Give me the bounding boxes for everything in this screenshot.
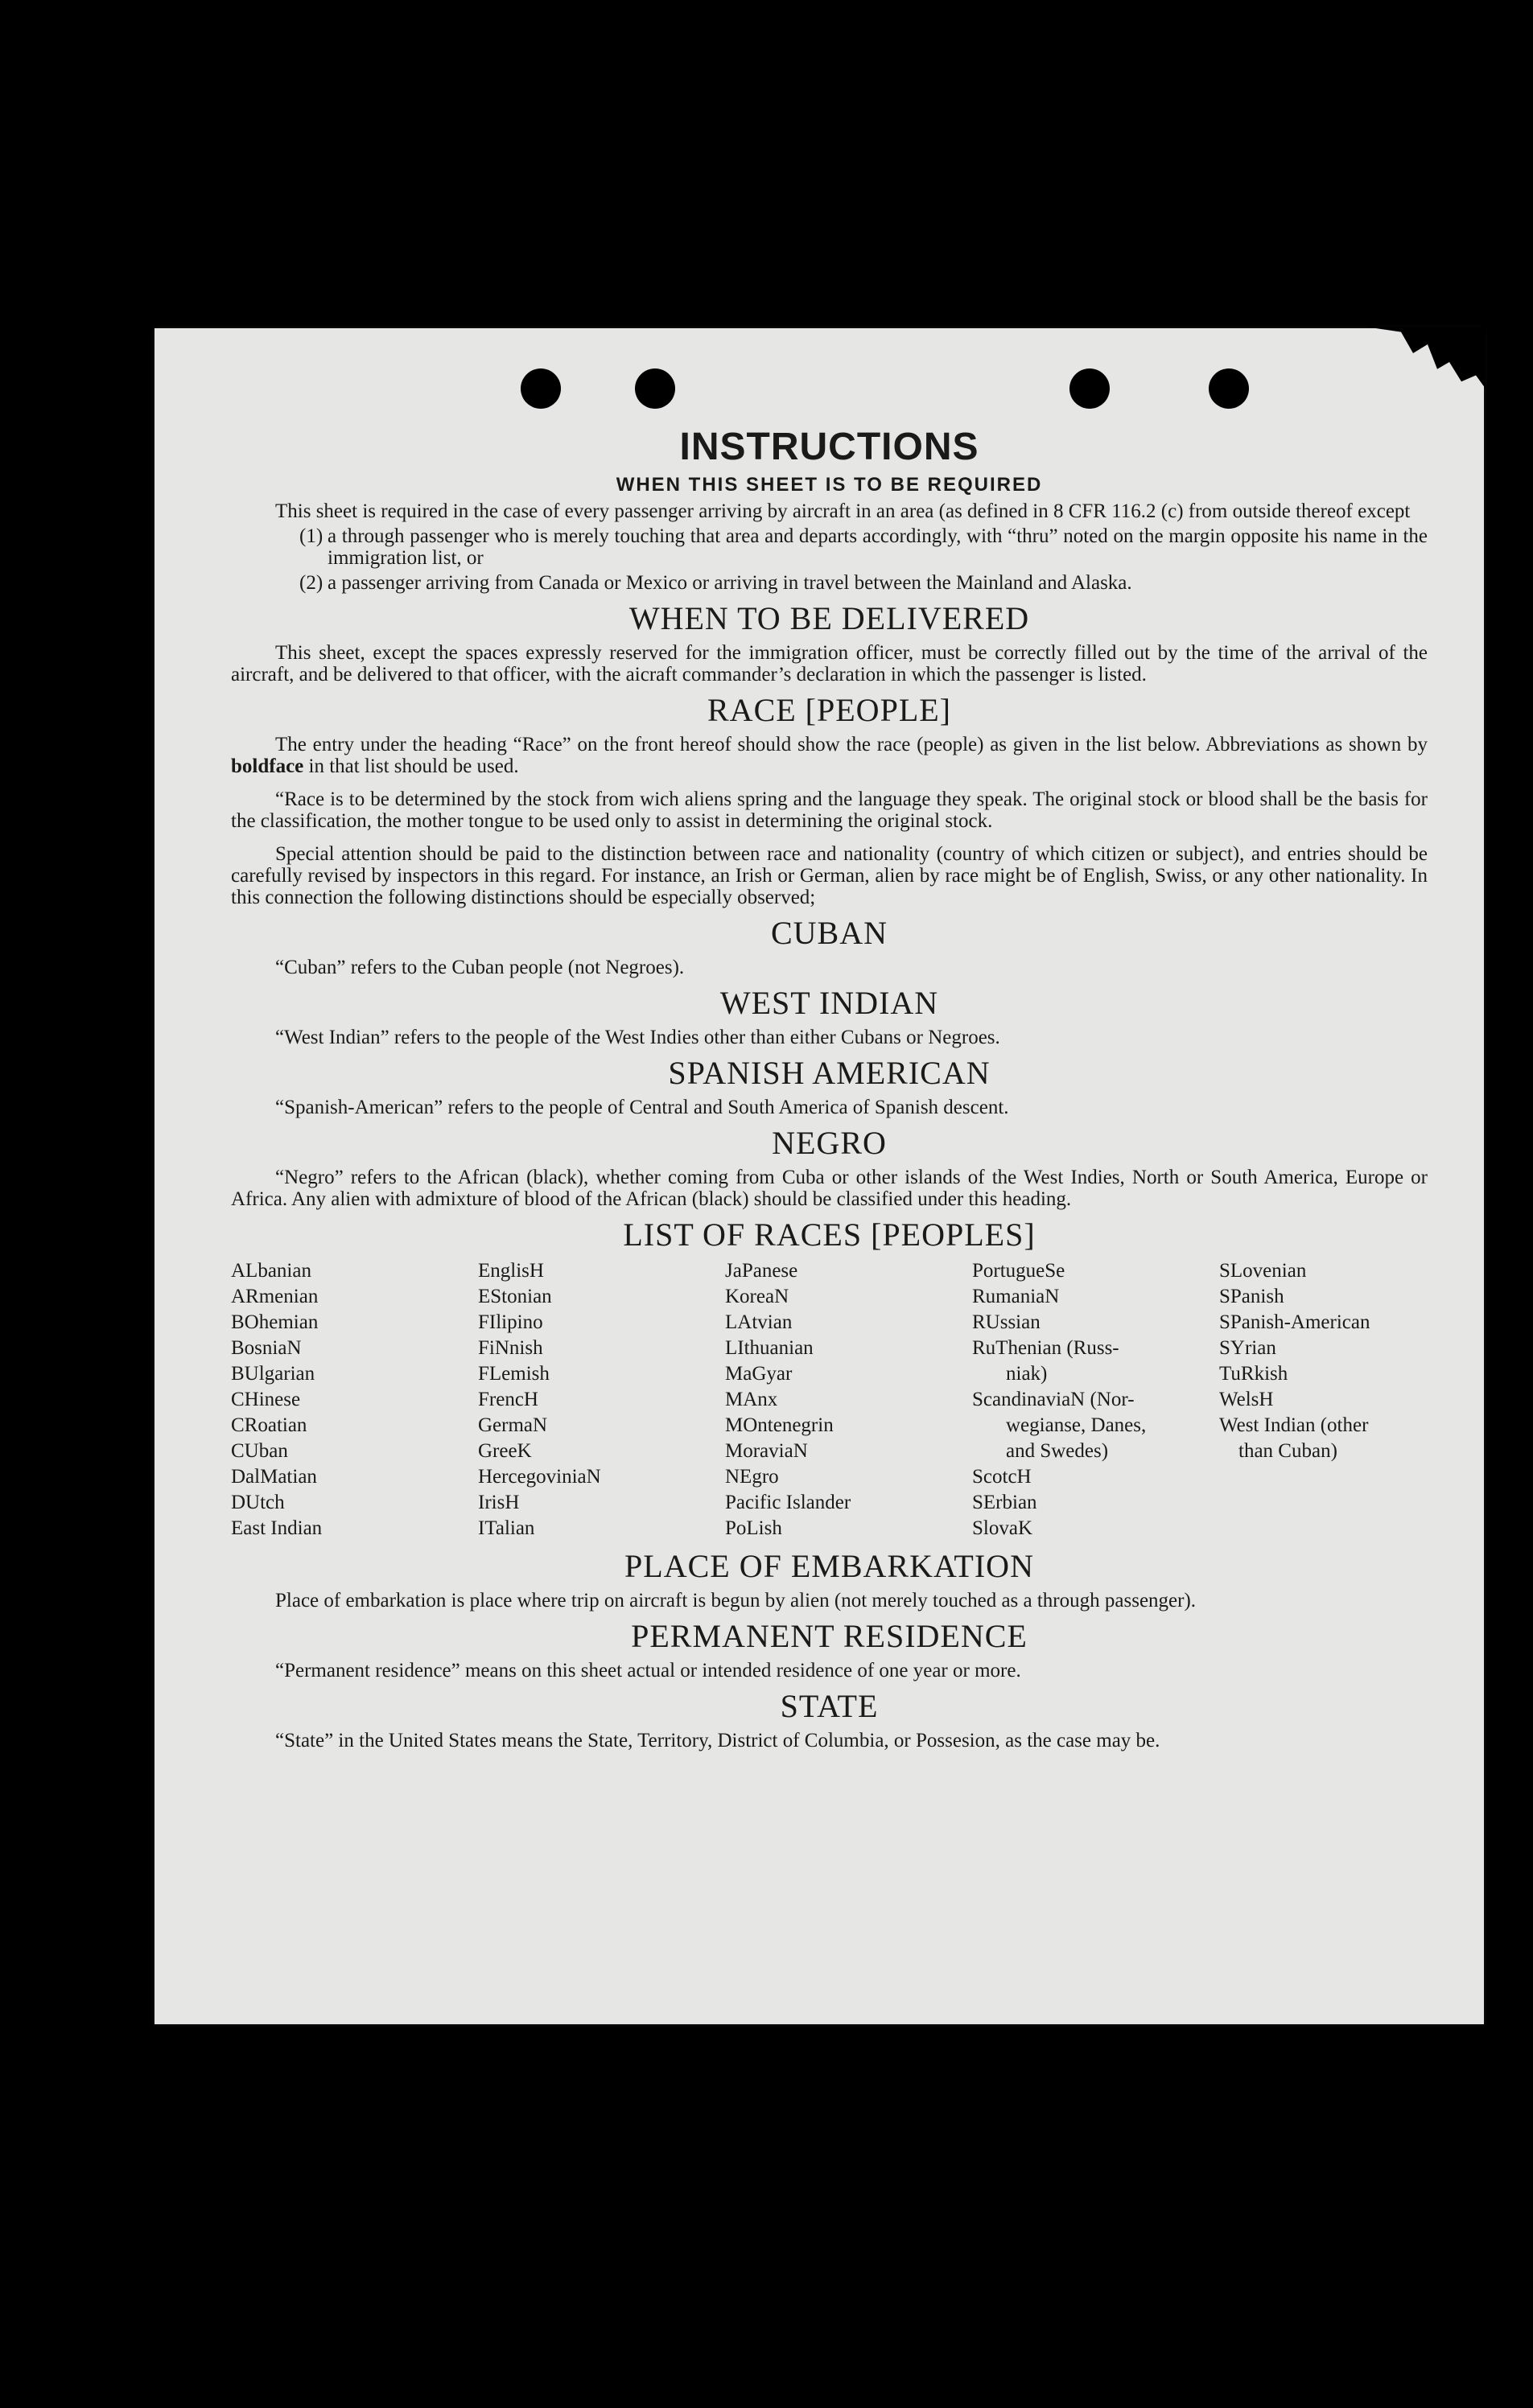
- residence-paragraph: “Permanent residence” means on this sheet actual or intended residence of one year or more.: [275, 1660, 1021, 1681]
- section-heading-residence: PERMANENT RESIDENCE: [631, 1618, 1028, 1654]
- punch-hole-3: [1069, 368, 1110, 409]
- race-entry: FiNnish: [478, 1337, 543, 1359]
- torn-corner: [1365, 327, 1486, 415]
- section-heading-embarkation: PLACE OF EMBARKATION: [624, 1548, 1034, 1584]
- race-entry: CUban: [231, 1440, 288, 1462]
- race-entry: CHinese: [231, 1389, 301, 1410]
- race-entry: SLovenian: [1219, 1260, 1307, 1282]
- race-entry: LIthuanian: [725, 1337, 814, 1359]
- races-column: [972, 1258, 1219, 1542]
- race-entry: FLemish: [478, 1363, 550, 1385]
- race-entry: HercegoviniaN: [478, 1466, 601, 1488]
- race-entry: than Cuban): [1238, 1440, 1337, 1462]
- race-entry: ScotcH: [972, 1466, 1032, 1488]
- races-list: [231, 1258, 1428, 1542]
- race-entry: KoreaN: [725, 1286, 789, 1307]
- race-entry: SPanish: [1219, 1286, 1284, 1307]
- section-heading-race: RACE [PEOPLE]: [707, 692, 951, 728]
- race-entry: MaGyar: [725, 1363, 793, 1385]
- race-entry: SlovaK: [972, 1517, 1032, 1539]
- embarkation-paragraph: Place of embarkation is place where trip on aircraft is begun by alien (not merely touched as a through passenger).: [275, 1590, 1197, 1612]
- race-entry: MAnx: [725, 1389, 778, 1410]
- race-entry: MOntenegrin: [725, 1414, 834, 1436]
- page-title: INSTRUCTIONS: [679, 426, 979, 468]
- race-entry: BUlgarian: [231, 1363, 315, 1385]
- race-entry: West Indian (other: [1219, 1414, 1369, 1436]
- race-entry: EStonian: [478, 1286, 552, 1307]
- race-entry: ITalian: [478, 1517, 535, 1539]
- punch-hole-4: [1209, 368, 1249, 409]
- race-entry: EnglisH: [478, 1260, 544, 1282]
- race-paragraph-1: The entry under the heading “Race” on the front hereof should show the race (people) as given in the list below. Abbreviations as shown by boldface in that list should be used.: [231, 734, 1428, 777]
- exception-item: (1) a through passenger who is merely touching that area and departs accordingly, with “thru” noted on the margin opposite his name in the immigration list, or: [299, 525, 1428, 569]
- race-entry: FrencH: [478, 1389, 538, 1410]
- race-entry: niak): [1006, 1363, 1048, 1385]
- races-column: [478, 1258, 725, 1542]
- race-entry: CRoatian: [231, 1414, 307, 1436]
- race-entry: RUssian: [972, 1311, 1041, 1333]
- race-entry: SErbian: [972, 1492, 1037, 1513]
- section-heading-negro: NEGRO: [772, 1125, 887, 1161]
- race-entry: PortugueSe: [972, 1260, 1065, 1282]
- section-heading-delivered: WHEN TO BE DELIVERED: [628, 600, 1030, 636]
- race-paragraph-3: Special attention should be paid to the distinction between race and nationality (country of which citizen or subject), and entries should be carefully revised by inspectors in this regard. For instance, an Irish or German, alien by race might be of English, Swiss, or any other nationality. In this connection the following distinctions should be especially observed;: [231, 843, 1428, 908]
- race-entry: BOhemian: [231, 1311, 319, 1333]
- cuban-paragraph: “Cuban” refers to the Cuban people (not Negroes).: [275, 957, 685, 978]
- race-entry: BosniaN: [231, 1337, 302, 1359]
- race-entry: Pacific Islander: [725, 1492, 851, 1513]
- race-entry: wegianse, Danes,: [1006, 1414, 1147, 1436]
- race-entry: DalMatian: [231, 1466, 317, 1488]
- race-entry: IrisH: [478, 1492, 520, 1513]
- race-entry: and Swedes): [1006, 1440, 1109, 1462]
- race-entry: PoLish: [725, 1517, 782, 1539]
- required-subtitle: WHEN THIS SHEET IS TO BE REQUIRED: [616, 474, 1043, 496]
- exception-item: (2) a passenger arriving from Canada or Mexico or arriving in travel between the Mainland and Alaska.: [299, 572, 1132, 594]
- race-entry: SPanish-American: [1219, 1311, 1370, 1333]
- races-column: [1219, 1258, 1428, 1542]
- race-entry: DUtch: [231, 1492, 285, 1513]
- race-entry: TuRkish: [1219, 1363, 1288, 1385]
- negro-paragraph: “Negro” refers to the African (black), whether coming from Cuba or other islands of the West Indies, North or South America, Europe or Africa. Any alien with admixture of blood of the African (black) should be classified under this heading.: [231, 1167, 1428, 1210]
- delivered-paragraph: This sheet, except the spaces expressly reserved for the immigration officer, must be correctly filled out by the time of the arrival of the aircraft, and be delivered to that officer, with the aicraft commander’s declaration in which the passenger is listed.: [231, 642, 1428, 685]
- race-entry: NEgro: [725, 1466, 779, 1488]
- punch-hole-2: [635, 368, 675, 409]
- race-entry: LAtvian: [725, 1311, 793, 1333]
- race-entry: FIlipino: [478, 1311, 543, 1333]
- race-entry: GermaN: [478, 1414, 548, 1436]
- race-entry: East Indian: [231, 1517, 323, 1539]
- section-heading-state: STATE: [780, 1688, 879, 1724]
- race-paragraph-2: “Race is to be determined by the stock from wich aliens spring and the language they speak. The original stock or blood shall be the basis for the classification, the mother tongue to be used only to assist in determining the original stock.: [231, 788, 1428, 832]
- races-column: [725, 1258, 972, 1542]
- race-entry: SYrian: [1219, 1337, 1276, 1359]
- intro-paragraph: This sheet is required in the case of every passenger arriving by aircraft in an area (as defined in 8 CFR 116.2 (c) from outside thereof except: [275, 500, 1411, 522]
- boldface-word: boldface: [231, 755, 304, 777]
- section-heading-spanish-american: SPANISH AMERICAN: [668, 1055, 991, 1091]
- race-entry: RumaniaN: [972, 1286, 1060, 1307]
- race-entry: WelsH: [1219, 1389, 1274, 1410]
- section-heading-west-indian: WEST INDIAN: [719, 985, 939, 1021]
- race-entry: ARmenian: [231, 1286, 319, 1307]
- spanish-american-paragraph: “Spanish-American” refers to the people of Central and South America of Spanish descent.: [275, 1097, 1009, 1118]
- race-entry: JaPanese: [725, 1260, 798, 1282]
- race-entry: RuThenian (Russ-: [972, 1337, 1119, 1359]
- race-entry: ScandinaviaN (Nor-: [972, 1389, 1135, 1410]
- punch-hole-1: [521, 368, 561, 409]
- section-heading-races-list: LIST OF RACES [PEOPLES]: [623, 1216, 1036, 1253]
- west-indian-paragraph: “West Indian” refers to the people of the West Indies other than either Cubans or Negroes.: [275, 1027, 1000, 1048]
- races-column: [231, 1258, 478, 1542]
- race-entry: GreeK: [478, 1440, 532, 1462]
- race-entry: ALbanian: [231, 1260, 311, 1282]
- instructions-content: [231, 425, 1428, 1751]
- race-entry: MoraviaN: [725, 1440, 808, 1462]
- section-heading-cuban: CUBAN: [770, 915, 888, 951]
- instruction-sheet: [155, 328, 1484, 2024]
- state-paragraph: “State” in the United States means the State, Territory, District of Columbia, or Possesion, as the case may be.: [275, 1730, 1160, 1751]
